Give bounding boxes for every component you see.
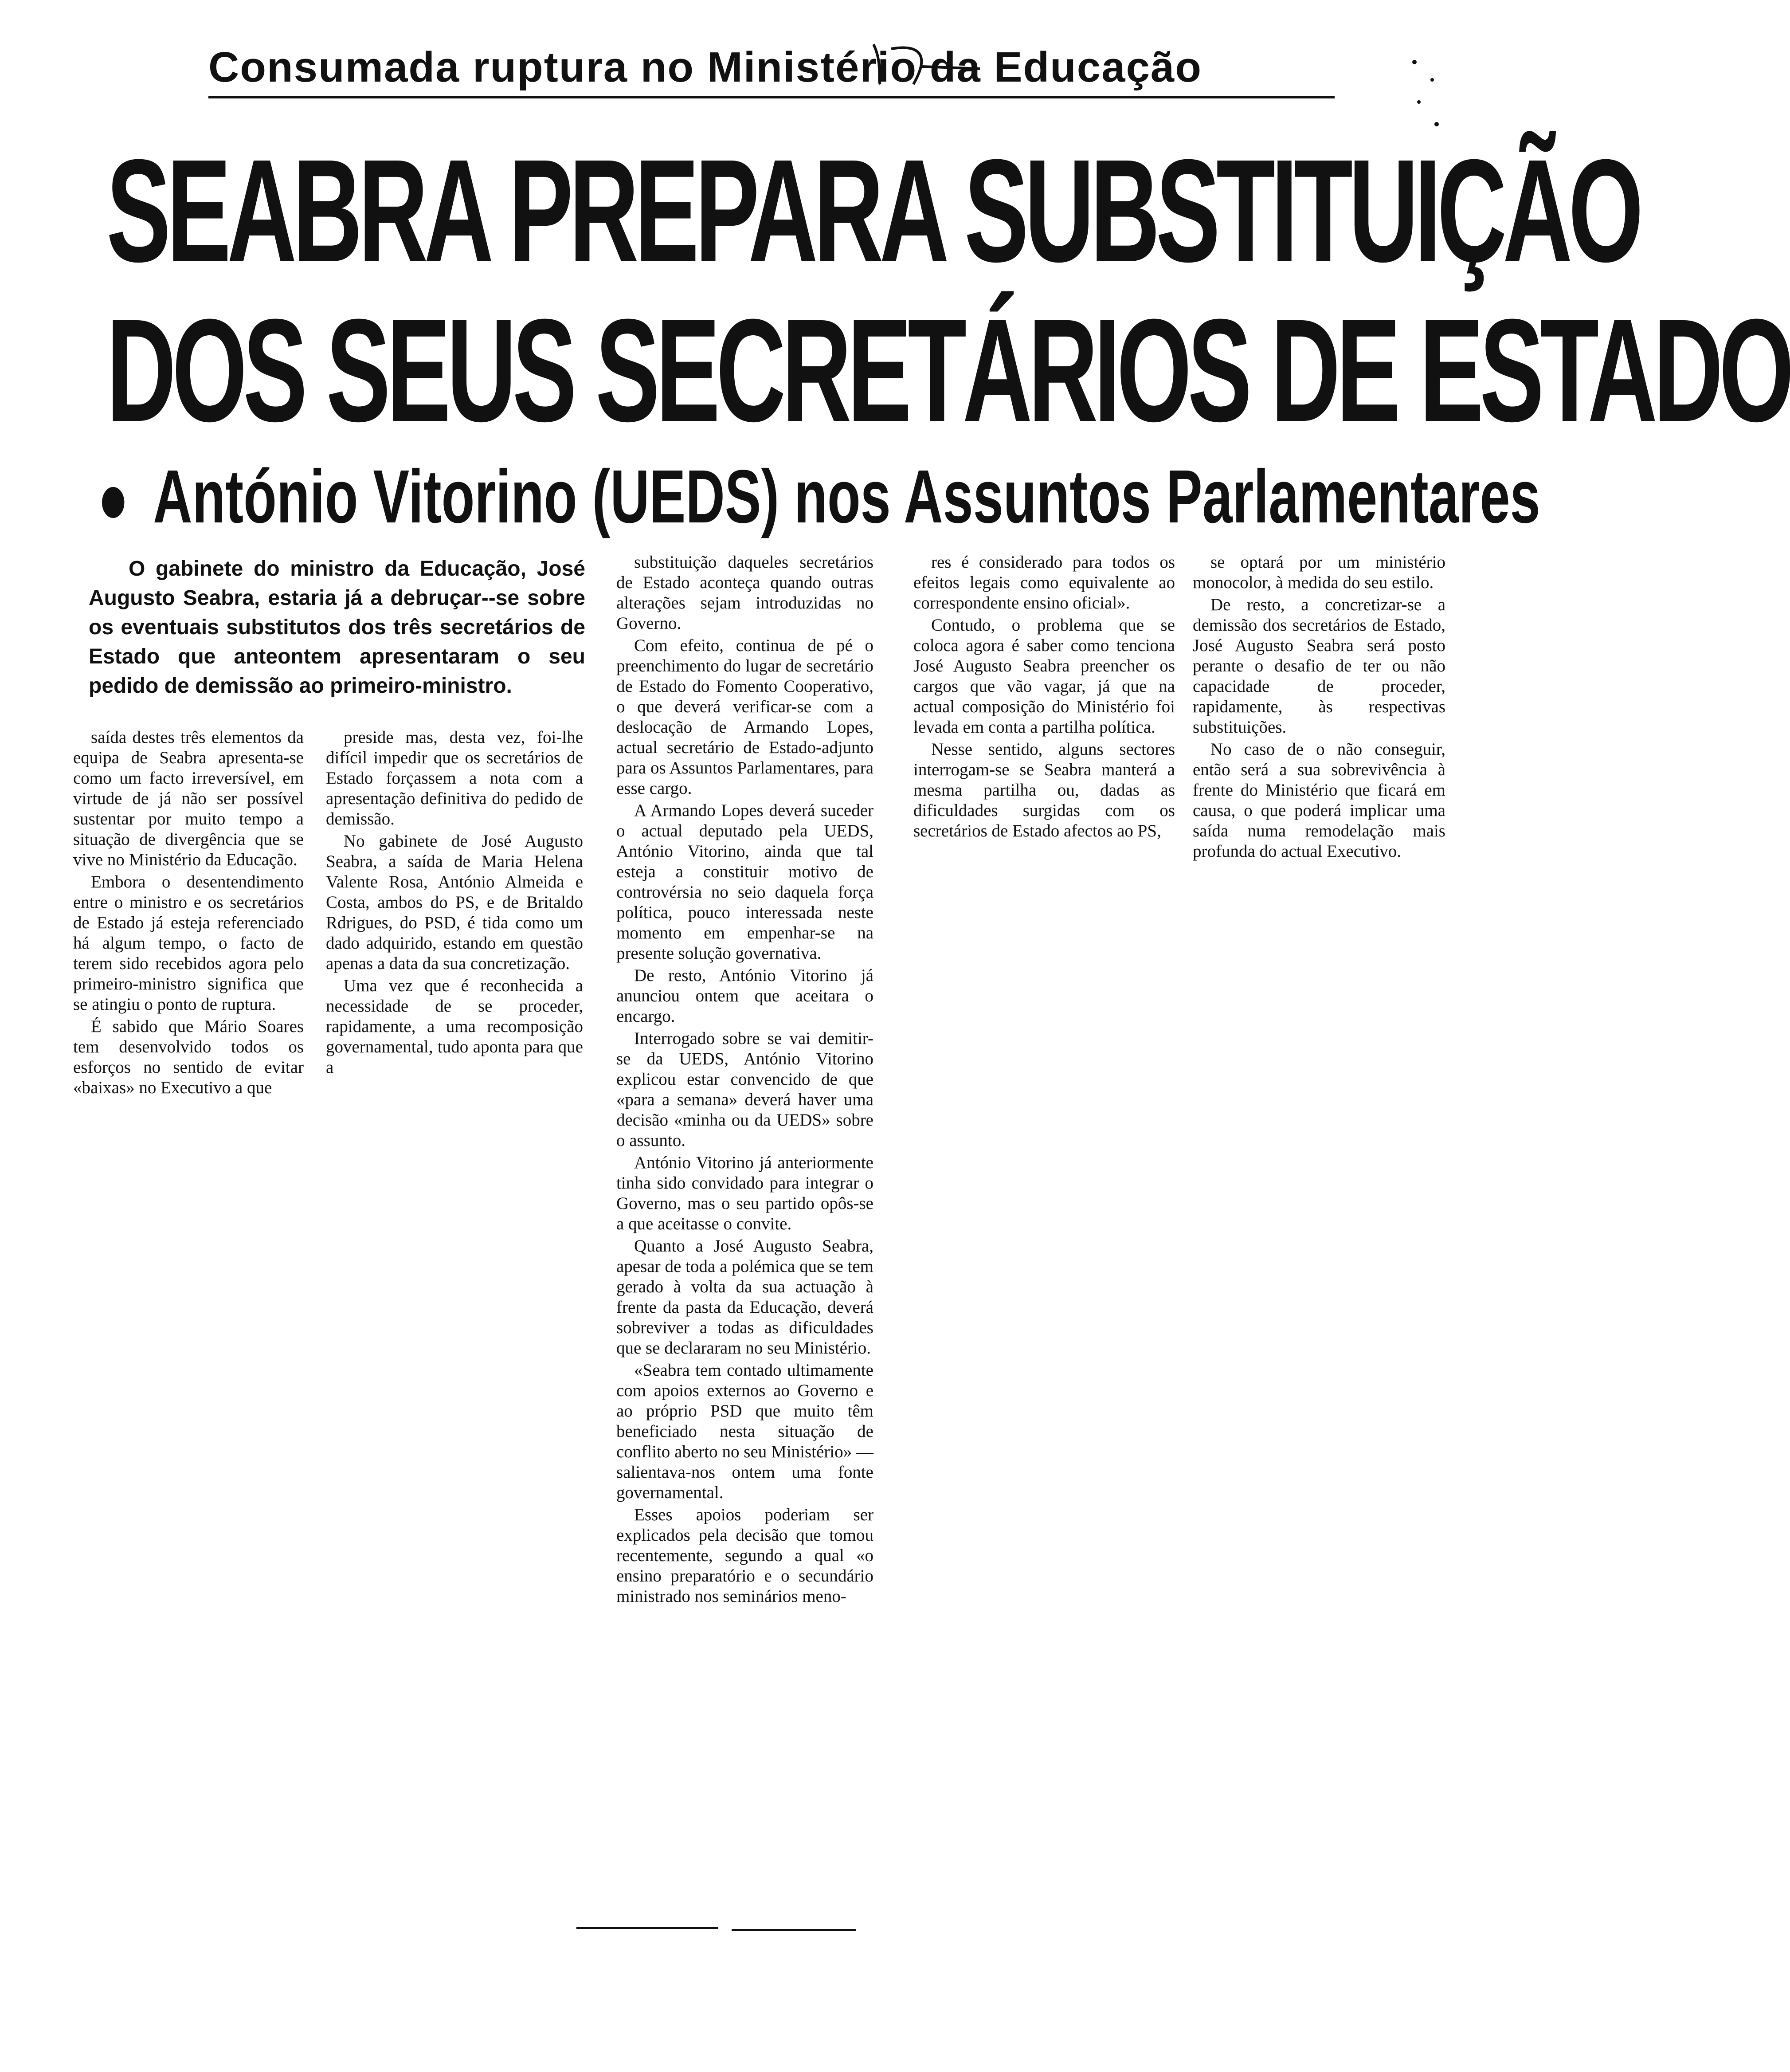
paragraph: Interrogado sobre se vai demitir-se da UEDS, António Vitorino explicou estar convencido de que «para a semana» deverá haver uma decisão «minha ou da UEDS» sobre o assunto. bbox=[616, 1029, 873, 1150]
subheadline bbox=[102, 452, 1540, 541]
paragraph: Contudo, o problema que se coloca agora é saber como tenciona José Augusto Seabra preencher os cargos que vão vagar, já que na actual composição do Ministério foi levada em conta a partilha política. bbox=[913, 616, 1175, 737]
article-column-4 bbox=[913, 552, 1175, 843]
kicker-headline: Consumada ruptura no Ministério da Educação bbox=[208, 41, 1335, 98]
paragraph: António Vitorino já anteriormente tinha sido convidado para integrar o Governo, mas o seu partido opôs-se a que aceitasse o convite. bbox=[616, 1153, 873, 1233]
paragraph: Quanto a José Augusto Seabra, apesar de toda a polémica que se tem gerado à volta da sua actuação à frente da pasta da Educação, deverá sobreviver a todas as dificuldades que se declararam no seu Ministério. bbox=[616, 1236, 873, 1358]
paragraph: se optará por um ministério monocolor, à medida do seu estilo. bbox=[1193, 553, 1445, 592]
paragraph: Uma vez que é reconhecida a necessidade de se proceder, rapidamente, a uma recomposição governamental, tudo aponta para que a bbox=[326, 976, 583, 1077]
article-column-2 bbox=[326, 727, 583, 1079]
end-rule-left bbox=[576, 1927, 718, 1929]
paragraph: Esses apoios poderiam ser explicados pela decisão que tomou recentemente, segundo a qual «o ensino preparatório e o secundário ministrado nos seminários meno- bbox=[616, 1505, 873, 1606]
paragraph: «Seabra tem contado ultimamente com apoios externos ao Governo e ao próprio PSD que muito têm beneficiado nesta situação de conflito aberto no seu Ministério» — salientava-nos ontem uma fonte governamental. bbox=[616, 1361, 873, 1502]
bullet-icon bbox=[102, 487, 124, 518]
paragraph: No gabinete de José Augusto Seabra, a saída de Maria Helena Valente Rosa, António Almeida e Costa, ambos do PS, e de Britaldo Rdrigues, do PSD, é tida como um dado adquirido, estando em questão apenas a data da sua concretização. bbox=[326, 832, 583, 973]
paragraph: Embora o desentendimento entre o ministro e os secretários de Estado já esteja referenciado há algum tempo, o facto de terem sido recebidos agora pelo primeiro-ministro significa que se atingiu o ponto de ruptura. bbox=[73, 872, 304, 1014]
headline-line-2: DOS SEUS SECRETÁRIOS DE ESTADO bbox=[106, 288, 1790, 452]
paragraph: res é considerado para todos os efeitos legais como equivalente ao correspondente ensino oficial». bbox=[913, 553, 1175, 612]
paragraph: Com efeito, continua de pé o preenchimento do lugar de secretário de Estado do Fomento Cooperativo, o que deverá verificar-se com a deslocação de Armando Lopes, actual secretário de Estado-adjunto para os Assuntos Parlamentares, para esse cargo. bbox=[616, 636, 873, 798]
paragraph: Nesse sentido, alguns sectores interrogam-se se Seabra manterá a mesma partilha ou, dadas as dificuldades surgidas com os secretários de Estado afectos ao PS, bbox=[913, 740, 1175, 840]
paragraph: É sabido que Mário Soares tem desenvolvido todos os esforços no sentido de evitar «baixas» no Executivo a que bbox=[73, 1017, 304, 1097]
lead-paragraph: O gabinete do ministro da Educação, José Augusto Seabra, estaria já a debruçar--se sobre os eventuais substitutos dos três secretários de Estado que anteontem apresentaram o seu pedido de demissão ao primeiro-ministro. bbox=[89, 557, 585, 698]
paragraph: preside mas, desta vez, foi-lhe difícil impedir que os secretários de Estado forçassem a nota com a apresentação definitiva do pedido de demissão. bbox=[326, 728, 583, 828]
paragraph: De resto, António Vitorino já anunciou ontem que aceitara o encargo. bbox=[616, 966, 873, 1026]
paragraph: substituição daqueles secretários de Estado aconteça quando outras alterações sejam introduzidas no Governo. bbox=[616, 553, 873, 633]
headline-line-1: SEABRA PREPARA SUBSTITUIÇÃO bbox=[106, 129, 1640, 292]
handwritten-mark bbox=[865, 35, 998, 89]
paragraph: saída destes três elementos da equipa de Seabra apresenta-se como um facto irreversível, em virtude de já não ser possível sustentar por muito tempo a situação de divergência que se vive no Ministério da Educação. bbox=[73, 728, 304, 869]
subheadline-text: António Vitorino (UEDS) nos Assuntos Parlamentares bbox=[153, 455, 1540, 539]
paragraph: No caso de o não conseguir, então será a sua sobrevivência à frente do Ministério que ficará em causa, o que poderá implicar uma saída numa remodelação mais profunda do actual Executivo. bbox=[1193, 740, 1445, 861]
article-column-1 bbox=[73, 727, 304, 1100]
article-column-3 bbox=[616, 552, 873, 1609]
article-column-5 bbox=[1193, 552, 1445, 863]
end-rule-right bbox=[732, 1929, 856, 1931]
paragraph: De resto, a concretizar-se a demissão dos secretários de Estado, José Augusto Seabra será posto perante o desafio de ter ou não capacidade de proceder, rapidamente, às respectivas substituições. bbox=[1193, 595, 1445, 737]
paragraph: A Armando Lopes deverá suceder o actual deputado pela UEDS, António Vitorino, ainda que tal esteja a constituir motivo de controvérsia no seio daquela força política, pouco interessada neste momento em empenhar-se na presente solução governativa. bbox=[616, 801, 873, 963]
